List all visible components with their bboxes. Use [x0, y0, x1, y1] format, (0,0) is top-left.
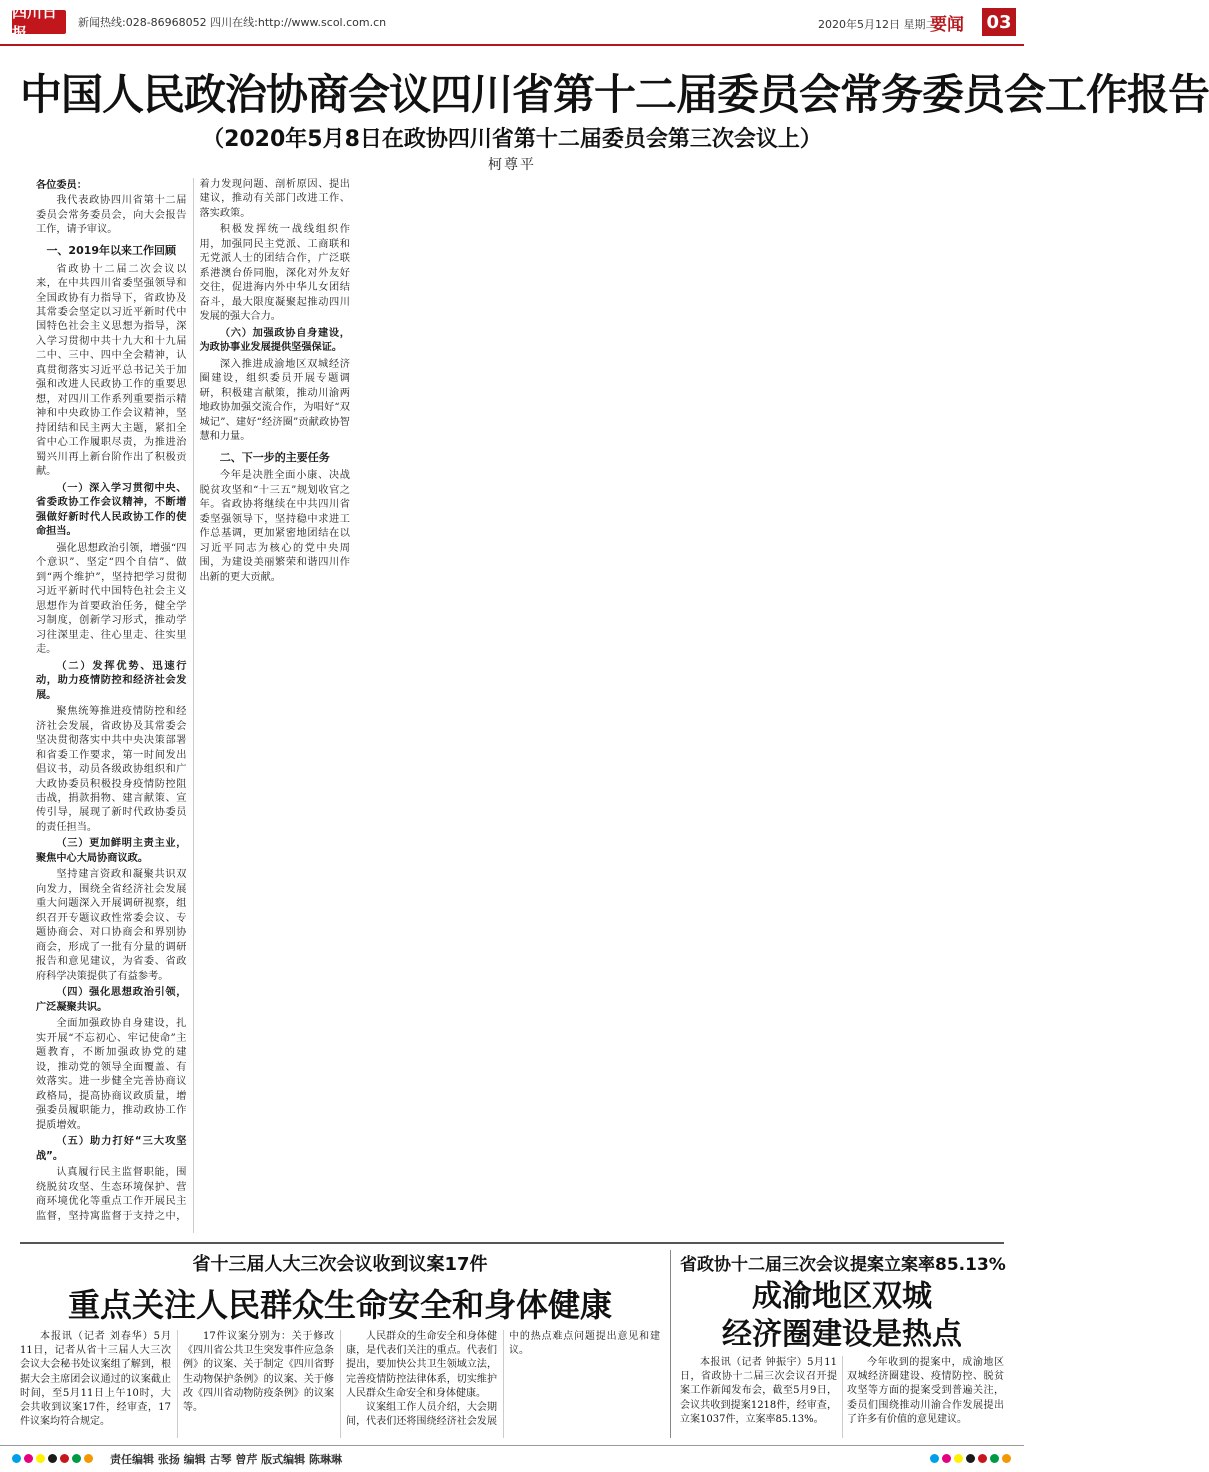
story3-paragraph: 本报讯（记者 钟振宇）5月11日，省政协十二届三次会议召开提案工作新闻发布会，截至5月9日，会议共收到提案1218件，经审查，立案1037件，立案率85.13%。 [680, 1357, 837, 1425]
lead-paragraph: 认真履行民主监督职能，围绕脱贫攻坚、生态环境保护、营商环境优化等重点工作开展民主监督，坚持寓监督于支持之中，着力发现问题、剖析原因、提出建议，推动有关部门改进工作、落实政策。 [36, 179, 350, 1222]
registration-dot [36, 1454, 45, 1463]
story3-paragraph: 今年收到的提案中，成渝地区双城经济圈建设、疫情防控、脱贫攻坚等方面的提案受到普遍关注，委员们围绕推动川渝合作发展提出了许多有价值的意见建议。 [847, 1357, 1004, 1425]
color-registration-marks-left [12, 1452, 96, 1466]
story2-kicker: 省十三届人大三次会议收到议案17件 [192, 1254, 488, 1275]
subhead: （二）发挥优势、迅速行动，助力疫情防控和经济社会发展。 [36, 660, 187, 701]
lead-paragraph: 全面加强政协自身建设，扎实开展“不忘初心、牢记使命”主题教育，不断加强政协党的建设，推动党的领导全面覆盖、有效落实。进一步健全完善协商议政格局，提高协商议政质量，增强委员履职能力，推动政协工作提质增效。 [36, 1018, 187, 1131]
color-registration-marks-right [930, 1452, 1014, 1466]
registration-dot [990, 1454, 999, 1463]
salutation: 各位委员： [36, 179, 87, 191]
issue-date: 2020年5月12日 星期二 [818, 18, 937, 31]
registration-dot [48, 1454, 57, 1463]
registration-dot [84, 1454, 93, 1463]
story3-headline-line1: 成渝地区双城 [752, 1279, 932, 1314]
registration-dot [978, 1454, 987, 1463]
lead-paragraph: 省政协十二届二次会议以来，在中共四川省委坚强领导和全国政协有力指导下，省政协及其常委会坚定以习近平新时代中国特色社会主义思想为指导，深入学习贯彻中共十九大和十九届二中、三中、四中全会精神，认真贯彻落实习近平总书记关于加强和改进人民政协工作的重要思想，对四川工作系列重要指示精神和中央政协工作会议精神，坚持团结和民主两大主题，紧扣全省中心工作履职尽责，为推进治蜀兴川再上新台阶作出了积极贡献。 [36, 263, 187, 478]
story3-headline [680, 1278, 1004, 1353]
lead-paragraph: 坚持建言资政和凝聚共识双向发力，围绕全省经济社会发展重大问题深入开展调研视察，组织召开专题议政性常委会议、专题协商会、对口协商会和界别协商会，形成了一批有分量的调研报告和意见建议，为省委、省政府科学决策提供了有益参考。 [36, 869, 187, 982]
story3-kicker: 省政协十二届三次会议提案立案率85.13% [680, 1255, 1006, 1275]
registration-dot [930, 1454, 939, 1463]
section-heading: 二、下一步的主要任务 [219, 450, 330, 464]
registration-dot [72, 1454, 81, 1463]
lead-subtitle: （2020年5月8日在政协四川省第十二届委员会第三次会议上） [202, 127, 822, 152]
subhead: （五）助力打好“三大攻坚战”。 [36, 1136, 187, 1162]
story2-paragraph: 本报讯（记者 刘春华）5月11日，记者从省十三届人大三次会议大会秘书处议案组了解到，根据大会主席团会议通过的议案截止时间，至5月11日上午10时，大会共收到议案17件，经审查，17件议案均符合规定。 [20, 1331, 171, 1428]
lead-paragraph: 强化思想政治引领，增强“四个意识”、坚定“四个自信”、做到“两个维护”，坚持把学习贯彻习近平新时代中国特色社会主义思想作为首要政治任务，健全学习制度，创新学习形式，推动学习往深里走、往心里走、往实里走。 [36, 542, 187, 656]
registration-dot [966, 1454, 975, 1463]
registration-dot [942, 1454, 951, 1463]
story2-paragraph: 17件议案分别为：关于修改《四川省公共卫生突发事件应急条例》的议案、关于制定《四川省野生动物保护条例》的议案、关于修改《四川省动物防疫条例》的议案等。 [183, 1331, 334, 1413]
story3-body [680, 1356, 1004, 1438]
story2-paragraph: 议案组工作人员介绍，大会期间，代表们还将围绕经济社会发展中的热点难点问题提出意见和建议。 [346, 1331, 660, 1428]
lead-article-body [36, 178, 1004, 1233]
story2-body [20, 1330, 660, 1438]
story2-headline: 重点关注人民群众生命安全和身体健康 [67, 1286, 612, 1324]
hotline-text: 新闻热线:028-86968052 四川在线:http://www.scol.com.cn [78, 16, 387, 29]
story2-paragraph: 人民群众的生命安全和身体健康，是代表们关注的重点。代表们提出，要加快公共卫生领域立法，完善疫情防控法律体系，切实维护人民群众生命安全和身体健康。 [346, 1331, 497, 1399]
lead-paragraph: 聚焦统筹推进疫情防控和经济社会发展，省政协及其常委会坚决贯彻落实中共中央决策部署和省委工作要求，第一时间发出倡议书，动员各级政协组织和广大政协委员积极投身疫情防控阻击战，捐款捐物、建言献策、宣传引导，展现了新时代政协委员的责任担当。 [36, 706, 187, 833]
registration-dot [1002, 1454, 1011, 1463]
subhead: （四）强化思想政治引领，广泛凝聚共识。 [36, 987, 187, 1013]
subhead: （六）加强政协自身建设，为政协事业发展提供坚强保证。 [199, 327, 350, 354]
registration-dot [60, 1454, 69, 1463]
registration-dot [24, 1454, 33, 1463]
registration-dot [12, 1454, 21, 1463]
registration-dot [954, 1454, 963, 1463]
lead-paragraph: 积极发挥统一战线组织作用，加强同民主党派、工商联和无党派人士的团结合作，广泛联系港澳台侨同胞，深化对外友好交往，促进海内外中华儿女团结奋斗，最大限度凝聚起推动四川发展的强大合力。 [199, 224, 350, 323]
section-heading: 一、2019年以来工作回顾 [46, 243, 177, 257]
lead-headline: 中国人民政治协商会议四川省第十二届委员会常务委员会工作报告 [20, 70, 1209, 119]
story3-headline-line2: 经济圈建设是热点 [722, 1316, 962, 1352]
editor-credits: 责任编辑 张扬 编辑 古琴 曾芹 版式编辑 陈琳琳 [110, 1453, 342, 1466]
page-number: 03 [982, 8, 1016, 36]
column-divider [670, 1250, 671, 1438]
subhead: （三）更加鲜明主责主业，聚焦中心大局协商议政。 [36, 838, 187, 864]
lead-paragraph: 我代表政协四川省第十二届委员会常务委员会，向大会报告工作，请予审议。 [36, 195, 187, 236]
lead-author: 柯尊平 [488, 157, 536, 173]
lead-paragraph: 今年是决胜全面小康、决战脱贫攻坚和“十三五”规划收官之年。省政协将继续在中共四川省委坚强领导下，坚持稳中求进工作总基调，更加紧密地团结在以习近平同志为核心的党中央周围，为建设美丽繁荣和谐四川作出新的更大贡献。 [199, 470, 350, 583]
section-divider [20, 1242, 1004, 1244]
section-name: 要闻 [930, 15, 964, 35]
subhead: （一）深入学习贯彻中央、省委政协工作会议精神，不断增强做好新时代人民政协工作的使命担当。 [36, 482, 187, 538]
newspaper-logo: 四川日报 [12, 10, 66, 34]
lead-paragraph: 深入推进成渝地区双城经济圈建设，组织委员开展专题调研，积极建言献策，推动川渝两地政协加强交流合作，为唱好“双城记”、建好“经济圈”贡献政协智慧和力量。 [199, 358, 350, 443]
